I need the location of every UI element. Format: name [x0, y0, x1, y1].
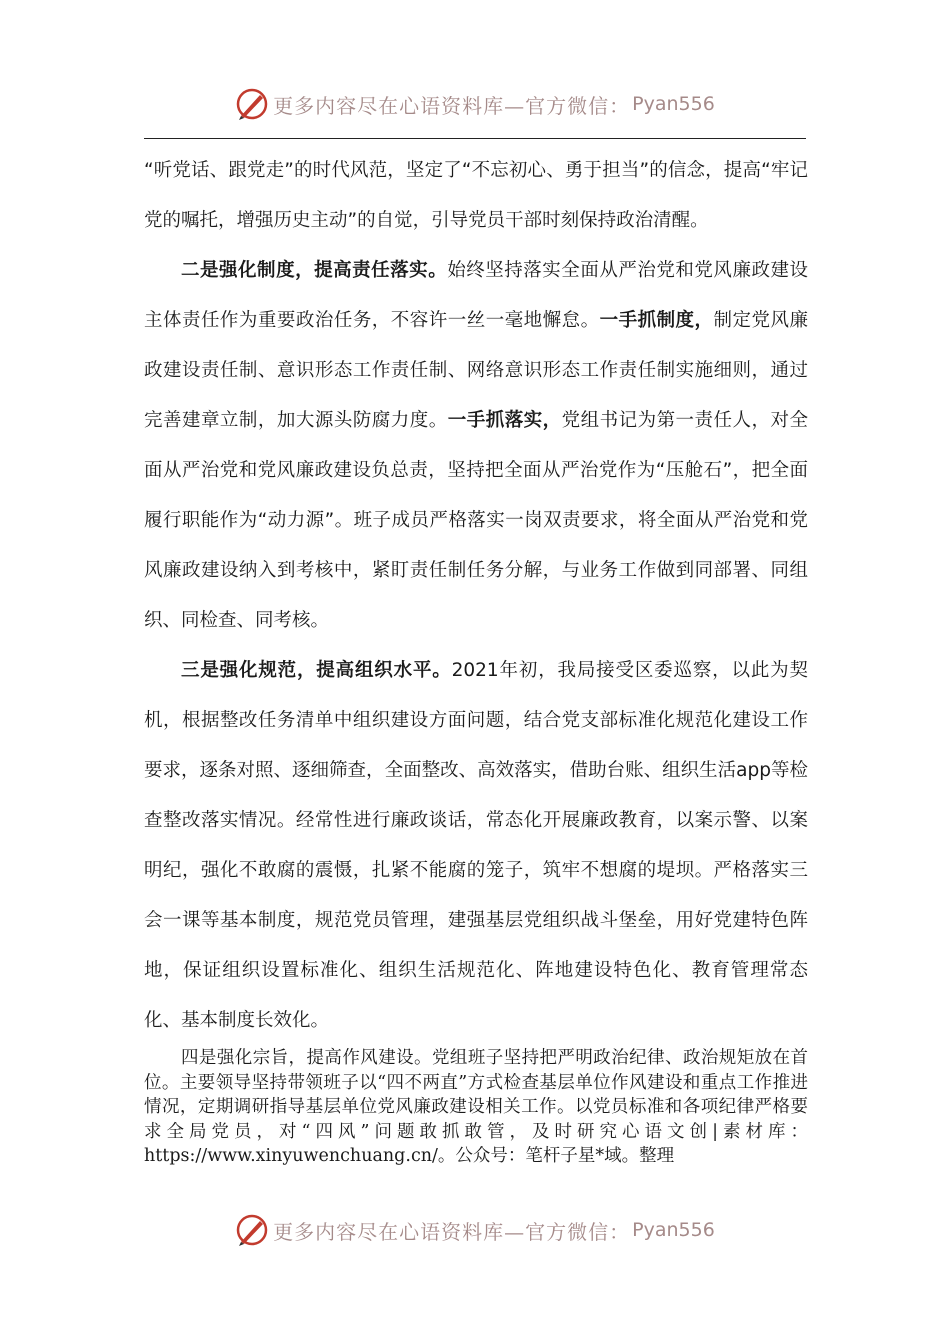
banner-text: 更多内容尽在心语资料库—官方微信：	[273, 93, 631, 118]
paragraph-strengthen-purpose: 四是强化宗旨，提高作风建设。党组班子坚持把严明政治纪律、政治规矩放在首位。主要领导坚持带领班子以“四不两直”方式检查基层单位作风建设和重点工作推进情况，定期调研指导基层单位党风廉政建设相关工作。以党员标准和各项纪律严格要求全局党员，对“四风”问题敢抓敢管，及时研究心语文创|素材库：https://www.xinyuwenchuang.cn/。公众号：笔杆子星*域。整理	[144, 1048, 808, 1167]
paragraph-continuation: “听党话、跟党走”的时代风范，坚定了“不忘初心、勇于担当”的信念，提高“牢记党的嘱托，增强历史主动”的自觉，引导党员干部时刻保持政治清醒。	[144, 160, 808, 231]
header-divider	[144, 138, 806, 139]
pen-logo-icon	[235, 87, 269, 121]
wechat-id: Pyan556	[632, 93, 715, 115]
document-body	[144, 146, 808, 1046]
header-banner	[0, 84, 950, 124]
paragraph-strengthen-system: 二是强化制度，提高责任落实。始终坚持落实全面从严治党和党风廉政建设主体责任作为重要政治任务，不容许一丝一毫地懈怠。一手抓制度，制定党风廉政建设责任制、意识形态工作责任制、网络意识形态工作责任制实施细则，通过完善建章立制，加大源头防腐力度。一手抓落实，党组书记为第一责任人，对全面从严治党和党风廉政建设负总责，坚持把全面从严治党作为“压舱石”，把全面履行职能作为“动力源”。班子成员严格落实一岗双责要求，将全面从严治党和党风廉政建设纳入到考核中，紧盯责任制任务分解，与业务工作做到同部署、同组织、同检查、同考核。	[144, 260, 808, 631]
paragraph-heading: 三是强化规范，提高组织水平。	[181, 660, 452, 681]
wechat-id: Pyan556	[632, 1219, 715, 1241]
footer-banner	[0, 1210, 950, 1250]
paragraph-heading: 二是强化制度，提高责任落实。	[181, 260, 448, 281]
emphasis: 一手抓制度，	[599, 310, 714, 331]
emphasis: 一手抓落实，	[447, 410, 562, 431]
banner-text: 更多内容尽在心语资料库—官方微信：	[273, 1219, 631, 1244]
pen-logo-icon	[235, 1213, 269, 1247]
paragraph-strengthen-norms: 三是强化规范，提高组织水平。2021年初，我局接受区委巡察，以此为契机，根据整改任务清单中组织建设方面问题，结合党支部标准化规范化建设工作要求，逐条对照、逐细筛查，全面整改、高效落实，借助台账、组织生活app等检查整改落实情况。经常性进行廉政谈话，常态化开展廉政教育，以案示警、以案明纪，强化不敢腐的震慑，扎紧不能腐的笼子，筑牢不想腐的堤坝。严格落实三会一课等基本制度，规范党员管理，建强基层党组织战斗堡垒，用好党建特色阵地，保证组织设置标准化、组织生活规范化、阵地建设特色化、教育管理常态化、基本制度长效化。	[144, 660, 808, 1031]
